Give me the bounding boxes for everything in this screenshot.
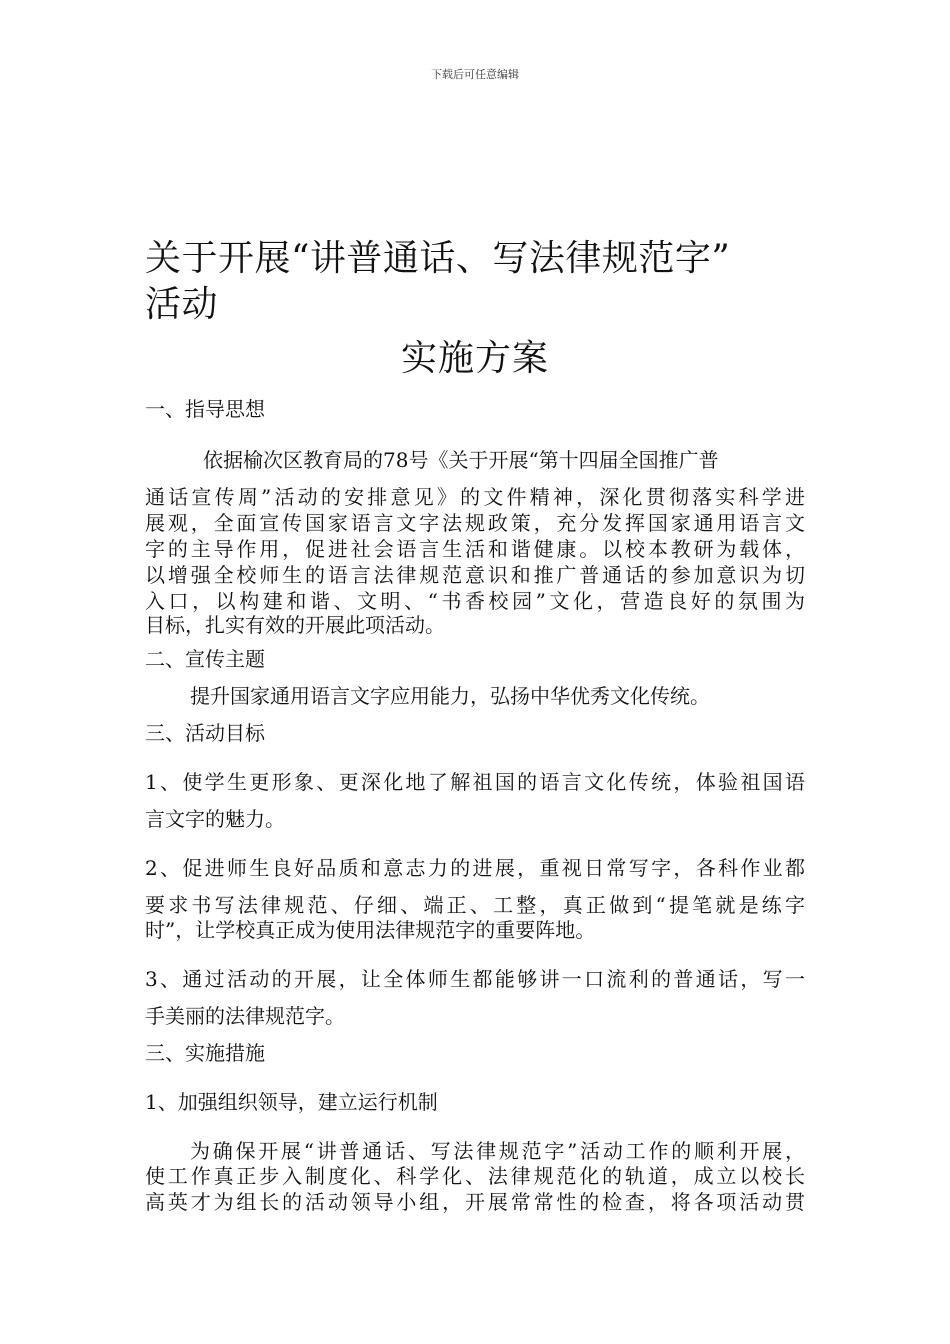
- goal-item-2-line: 要求书写法律规范、仔细、端正、工整，真正做到“提笔就是练字: [145, 893, 805, 917]
- section-heading-guiding-ideology: 一、指导思想: [145, 397, 265, 421]
- theme-text: 提升国家通用语言文字应用能力，弘扬中华优秀文化传统。: [190, 684, 710, 708]
- measure-item-1-line: 为确保开展“讲普通话、写法律规范字”活动工作的顺利开展，: [190, 1139, 805, 1163]
- paragraph-line: 通话宣传周”活动的安排意见》的文件精神，深化贯彻落实科学进: [145, 485, 805, 509]
- title-line-3: 实施方案: [400, 338, 549, 379]
- paragraph-line: 展观，全面宣传国家语言文字法规政策，充分发挥国家通用语言文: [145, 511, 805, 535]
- title-line-2: 活动: [145, 284, 219, 325]
- document-title: [145, 236, 815, 328]
- section-heading-goals: 三、活动目标: [145, 721, 265, 745]
- paragraph-line: 目标，扎实有效的开展此项活动。: [145, 613, 445, 637]
- section-heading-theme: 二、宣传主题: [145, 647, 265, 671]
- measure-item-1-heading: 1、加强组织领导，建立运行机制: [145, 1090, 438, 1114]
- section-heading-measures: 三、实施措施: [145, 1041, 265, 1065]
- goal-item-3-line: 3、通过活动的开展，让全体师生都能够讲一口流利的普通话，写一: [145, 967, 805, 991]
- goal-item-3-line: 手美丽的法律规范字。: [145, 1004, 345, 1028]
- goal-item-2-line: 时”，让学校真正成为使用法律规范字的重要阵地。: [145, 918, 596, 942]
- measure-item-1-line: 使工作真正步入制度化、科学化、法律规范化的轨道，成立以校长: [145, 1164, 805, 1188]
- measure-item-1-line: 高英才为组长的活动领导小组，开展常常性的检查，将各项活动贯: [145, 1190, 805, 1214]
- paragraph-line: 字的主导作用，促进社会语言生活和谐健康。以校本教研为载体，: [145, 537, 805, 561]
- goal-item-1-line: 1、使学生更形象、更深化地了解祖国的语言文化传统，体验祖国语: [145, 770, 805, 794]
- paragraph-line: 以增强全校师生的语言法律规范意识和推广普通话的参加意识为切: [145, 563, 805, 587]
- title-line-1: 关于开展“讲普通话、写法律规范字”: [145, 238, 731, 279]
- paragraph-line: 依据榆次区教育局的78号《关于开展“第十四届全国推广普: [203, 448, 719, 472]
- goal-item-1-line: 言文字的魅力。: [145, 807, 285, 831]
- paragraph-line: 入口，以构建和谐、文明、“书香校园”文化，营造良好的氛围为: [145, 589, 805, 613]
- header-note: 下载后可任意编辑: [431, 68, 519, 81]
- goal-item-2-line: 2、促进师生良好品质和意志力的进展，重视日常写字，各科作业都: [145, 856, 805, 880]
